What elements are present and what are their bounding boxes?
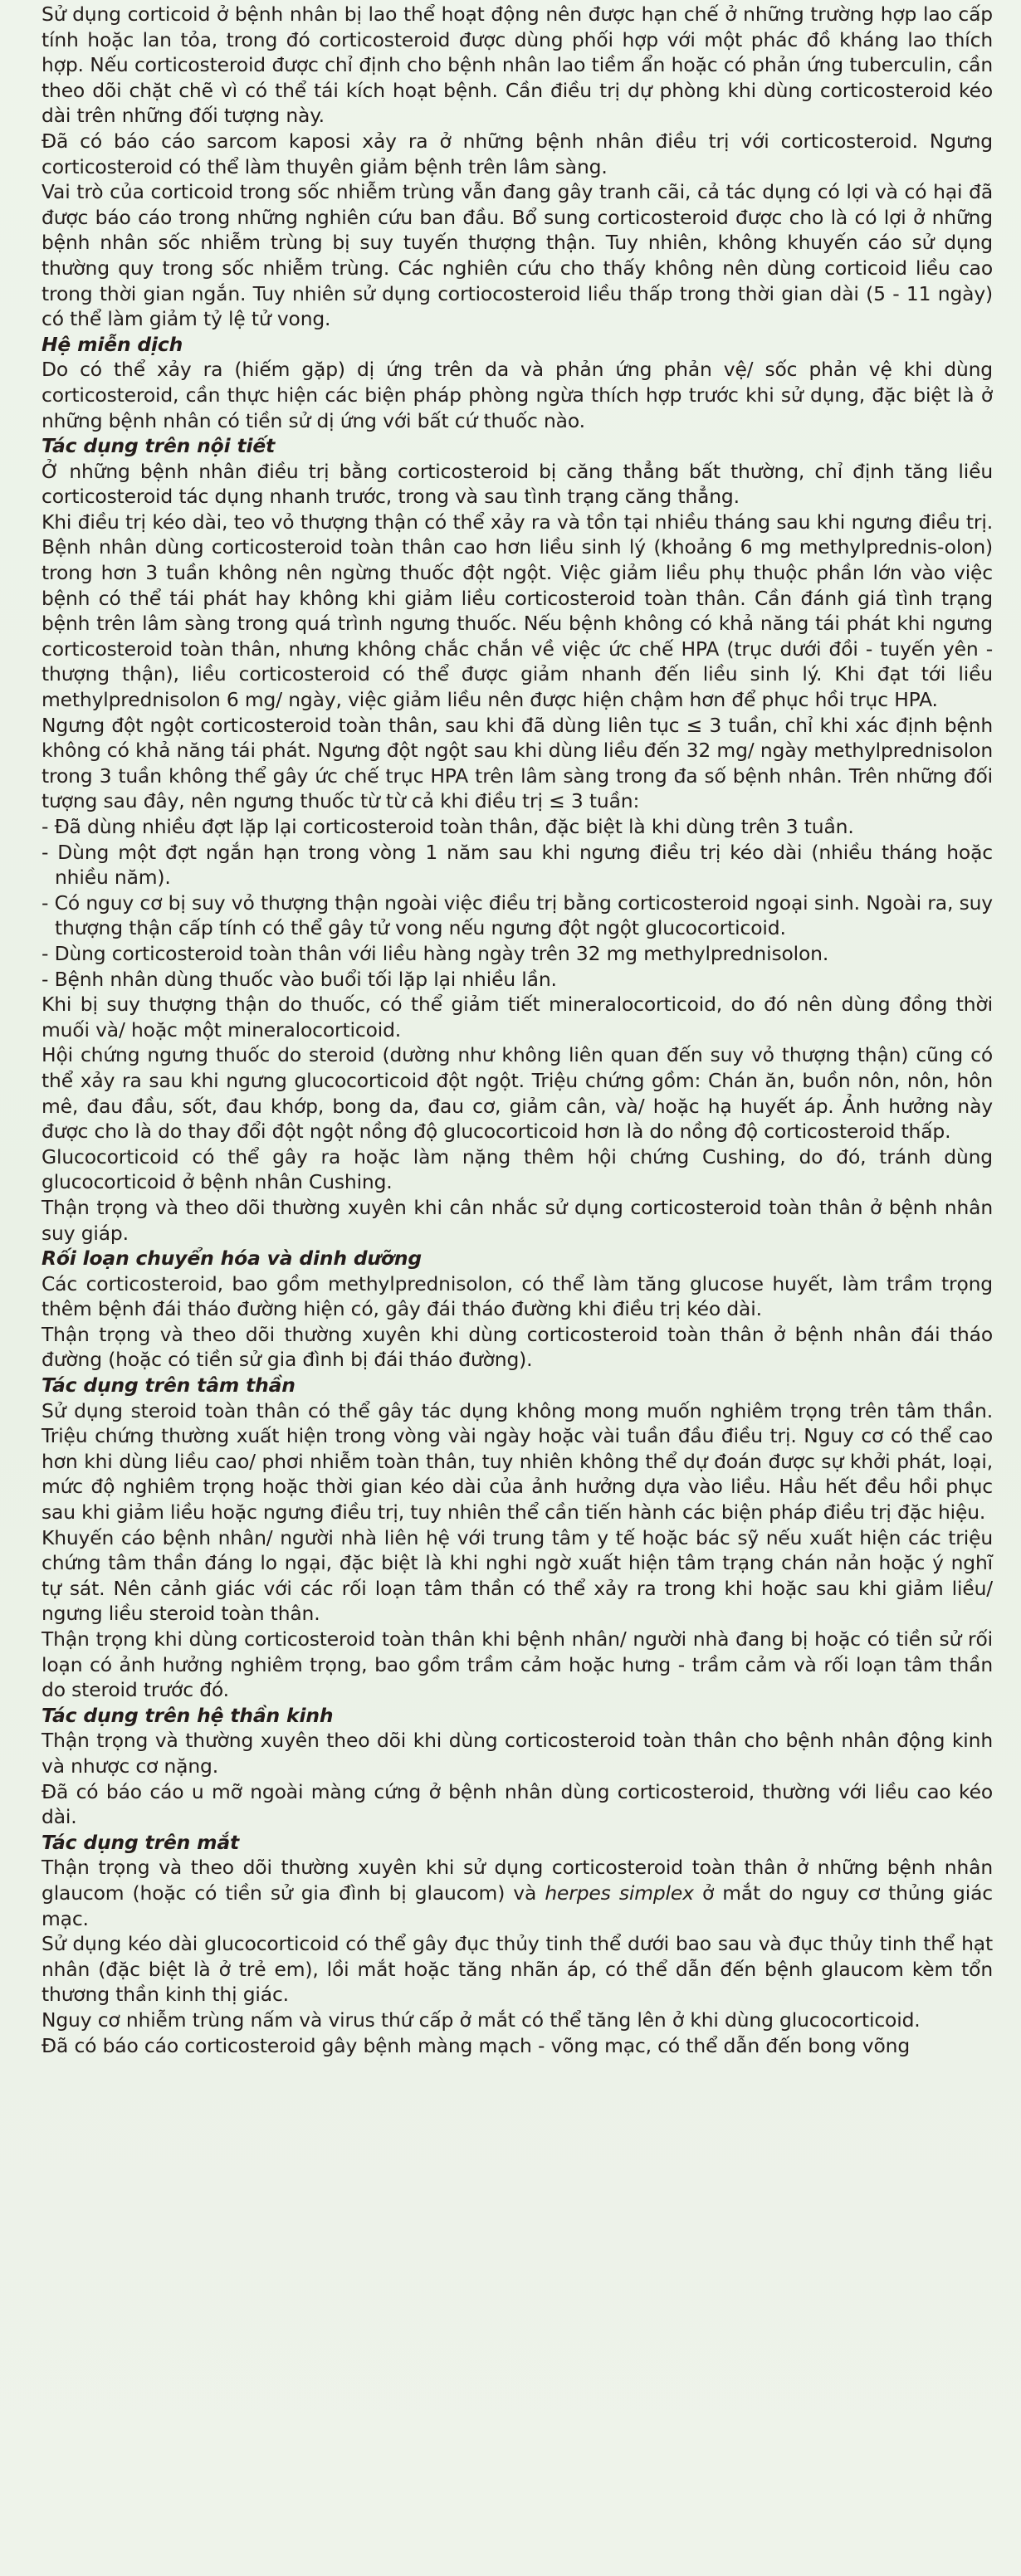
paragraph-allergy: Do có thể xảy ra (hiếm gặp) dị ứng trên da và phản ứng phản vệ/ sốc phản vệ khi dùng corticosteroid, cần thực hiện các biện pháp phòng ngừa thích hợp trước khi sử dụng, đặc biệt là ở những bệnh nhân có tiền sử dị ứng với bất cứ thuốc nào. bbox=[42, 358, 993, 432]
paragraph-psychiatric-caution: Thận trọng khi dùng corticosteroid toàn thân khi bệnh nhân/ người nhà đang bị hoặc có tiền sử rối loạn có ảnh hưởng nghiêm trọng, bao gồm trầm cảm hoặc hưng - trầm cảm và rối loạn tâm thần do steroid trước đó. bbox=[42, 1627, 993, 1702]
list-item: - Bệnh nhân dùng thuốc vào buổi tối lặp lại nhiều lần. bbox=[42, 967, 557, 991]
paragraph-diabetes: Thận trọng và theo dõi thường xuyên khi dùng corticosteroid toàn thân ở bệnh nhân đái tháo đường (hoặc có tiền sử gia đình bị đái tháo đường). bbox=[42, 1322, 993, 1372]
paragraph-psychiatric-effects: Sử dụng steroid toàn thân có thể gây tác dụng không mong muốn nghiêm trọng trên tâm thần. Triệu chứng thường xuất hiện trong vòng vài ngày hoặc vài tuần đầu điều trị. Nguy cơ có thể cao hơn khi dùng liều cao/ phơi nhiễm toàn thân, tuy nhiên không thể dự đoán được sự khởi phát, loại, mức độ nghiêm trọng hoặc thời gian kéo dài của ảnh hưởng dựa vào liều. Hầu hết đều hồi phục sau khi giảm liều hoặc ngưng điều trị, tuy nhiên thể cần tiến hành các biện pháp điều trị đặc hiệu. bbox=[42, 1398, 993, 1525]
herpes-simplex-term: herpes simplex bbox=[545, 1881, 694, 1905]
paragraph-cataract: Sử dụng kéo dài glucocorticoid có thể gây đục thủy tinh thể dưới bao sau và đục thủy tinh thể hạt nhân (đặc biệt là ở trẻ em), lồi mắt hoặc tăng nhãn áp, có thể dẫn đến bệnh glaucom kèm tổn thương thần kinh thị giác. bbox=[42, 1932, 993, 2007]
paragraph-tuberculosis: Sử dụng corticoid ở bệnh nhân bị lao thể hoạt động nên được hạn chế ở những trường hợp lao cấp tính hoặc lan tỏa, trong đó corticosteroid được dùng phối hợp với một phác đồ kháng lao thích hợp. Nếu corticosteroid được chỉ định cho bệnh nhân lao tiềm ẩn hoặc có phản ứng tuberculin, cần theo dõi chặt chẽ vì có thể tái kích hoạt bệnh. Cần điều trị dự phòng khi dùng corticosteroid kéo dài trên những đối tượng này. bbox=[42, 2, 993, 128]
paragraph-hypothyroidism: Thận trọng và theo dõi thường xuyên khi cân nhắc sử dụng corticosteroid toàn thân ở bệnh nhân suy giáp. bbox=[42, 1195, 993, 1245]
paragraph-eye-infection: Nguy cơ nhiễm trùng nấm và virus thứ cấp ở mắt có thể tăng lên ở khi dùng glucocorticoid. bbox=[42, 2008, 921, 2032]
paragraph-glaucoma: Thận trọng và theo dõi thường xuyên khi sử dụng corticosteroid toàn thân ở những bệnh nhân glaucom (hoặc có tiền sử gia đình bị glaucom) và herpes simplex ở mắt do nguy cơ thủng giác mạc. bbox=[42, 1856, 993, 1930]
paragraph-epilepsy: Thận trọng và thường xuyên theo dõi khi dùng corticosteroid toàn thân cho bệnh nhân động kinh và nhược cơ nặng. bbox=[42, 1729, 993, 1778]
paragraph-adrenal-atrophy: Khi điều trị kéo dài, teo vỏ thượng thận có thể xảy ra và tồn tại nhiều tháng sau khi ngưng điều trị. Bệnh nhân dùng corticosteroid toàn thân cao hơn liều sinh lý (khoảng 6 mg methylprednis-olon) trong hơn 3 tuần không nên ngừng thuốc đột ngột. Việc giảm liều phụ thuộc phần lớn vào việc bệnh có thể tái phát hay không khi giảm liều corticosteroid toàn thân. Cần đánh giá tình trạng bệnh trên lâm sàng trong quá trình ngưng thuốc. Nếu bệnh không có khả năng tái phát khi ngưng corticosteroid toàn thân, nhưng không chắc chắn về việc ức chế HPA (trục dưới đồi - tuyến yên - thượng thận), liều corticosteroid có thể được giảm nhanh đến liều sinh lý. Khi đạt tới liều methylprednisolon 6 mg/ ngày, việc giảm liều nên được hiện chậm hơn để phục hồi trục HPA. bbox=[42, 510, 993, 712]
paragraph-cushing: Glucocorticoid có thể gây ra hoặc làm nặng thêm hội chứng Cushing, do đó, tránh dùng glucocorticoid ở bệnh nhân Cushing. bbox=[42, 1144, 993, 1194]
paragraph-abrupt-withdrawal: Ngưng đột ngột corticosteroid toàn thân, sau khi đã dùng liên tục ≤ 3 tuần, chỉ khi xác định bệnh không có khả năng tái phát. Ngưng đột ngột sau khi dùng liều đến 32 mg/ ngày methylprednisolon trong 3 tuần không thể gây ức chế trục HPA trên lâm sàng trong đa số bệnh nhân. Trên những đối tượng sau đây, nên ngưng thuốc từ từ cả khi điều trị ≤ 3 tuần: bbox=[42, 713, 993, 813]
list-item: - Dùng một đợt ngắn hạn trong vòng 1 năm sau khi ngưng điều trị kéo dài (nhiều tháng hoặc nhiều năm). bbox=[42, 840, 993, 890]
paragraph-kaposi-sarcoma: Đã có báo cáo sarcom kaposi xảy ra ở những bệnh nhân điều trị với corticosteroid. Ngưng corticosteroid có thể làm thuyên giảm bệnh trên lâm sàng. bbox=[42, 129, 993, 178]
paragraph-psychiatric-advice: Khuyến cáo bệnh nhân/ người nhà liên hệ với trung tâm y tế hoặc bác sỹ nếu xuất hiện các triệu chứng tâm thần đáng lo ngại, đặc biệt là khi nghi ngờ xuất hiện tâm trạng chán nản hoặc ý nghĩ tự sát. Nên cảnh giác với các rối loạn tâm thần có thể xảy ra trong khi hoặc sau khi giảm liều/ ngưng liều steroid toàn thân. bbox=[42, 1525, 993, 1626]
paragraph-mineralocorticoid: Khi bị suy thượng thận do thuốc, có thể giảm tiết mineralocorticoid, do đó nên dùng đồng thời muối và/ hoặc một mineralocorticoid. bbox=[42, 993, 993, 1042]
paragraph-glucose: Các corticosteroid, bao gồm methylprednisolon, có thể làm tăng glucose huyết, làm trầm trọng thêm bệnh đái tháo đường hiện có, gây đái tháo đường khi điều trị kéo dài. bbox=[42, 1271, 993, 1321]
heading-immune-system: Hệ miễn dịch bbox=[42, 332, 183, 356]
paragraph-septic-shock: Vai trò của corticoid trong sốc nhiễm trùng vẫn đang gây tranh cãi, cả tác dụng có lợi và có hại đã được báo cáo trong những nghiên cứu ban đầu. Bổ sung corticosteroid được cho là có lợi ở những bệnh nhân sốc nhiễm trùng bị suy tuyến thượng thận. Tuy nhiên, không khuyến cáo sử dụng thường quy trong sốc nhiễm trùng. Các nghiên cứu cho thấy không nên dùng corticoid liều cao trong thời gian ngắn. Tuy nhiên sử dụng cortiocosteroid liều thấp trong thời gian dài (5 - 11 ngày) có thể làm giảm tỷ lệ tử vong. bbox=[42, 180, 993, 331]
heading-nervous-system: Tác dụng trên hệ thần kinh bbox=[42, 1703, 334, 1727]
paragraph-stress-dosing: Ở những bệnh nhân điều trị bằng corticosteroid bị căng thẳng bất thường, chỉ định tăng liều corticosteroid tác dụng nhanh trước, trong và sau tình trạng căng thẳng. bbox=[42, 459, 993, 509]
list-item: - Đã dùng nhiều đợt lặp lại corticosteroid toàn thân, đặc biệt là khi dùng trên 3 tuần. bbox=[42, 815, 854, 838]
heading-endocrine: Tác dụng trên nội tiết bbox=[42, 434, 276, 458]
paragraph-epidural-lipomatosis: Đã có báo cáo u mỡ ngoài màng cứng ở bệnh nhân dùng corticosteroid, thường với liều cao kéo dài. bbox=[42, 1779, 993, 1829]
paragraph-withdrawal-syndrome: Hội chứng ngưng thuốc do steroid (dường như không liên quan đến suy vỏ thượng thận) cũng có thể xảy ra sau khi ngưng glucocorticoid đột ngột. Triệu chứng gồm: Chán ăn, buồn nôn, nôn, hôn mê, đau đầu, sốt, đau khớp, bong da, đau cơ, giảm cân, và/ hoặc hạ huyết áp. Ảnh hưởng này được cho là do thay đổi đột ngột nồng độ glucocorticoid hơn là do nồng độ corticosteroid thấp. bbox=[42, 1043, 993, 1144]
heading-psychiatric: Tác dụng trên tâm thần bbox=[42, 1373, 296, 1398]
list-item: - Dùng corticosteroid toàn thân với liều hàng ngày trên 32 mg methylprednisolon. bbox=[42, 941, 829, 965]
heading-eye: Tác dụng trên mắt bbox=[42, 1830, 240, 1854]
heading-metabolism: Rối loạn chuyển hóa và dinh dưỡng bbox=[42, 1247, 422, 1271]
list-item: - Có nguy cơ bị suy vỏ thượng thận ngoài việc điều trị bằng corticosteroid ngoại sinh. Ngoài ra, suy thượng thận cấp tính có thể gây tử vong nếu ngưng đột ngột glucocorticoid. bbox=[42, 890, 993, 940]
paragraph-chorioretinopathy: Đã có báo cáo corticosteroid gây bệnh màng mạch - võng mạc, có thể dẫn đến bong võng bbox=[42, 2033, 911, 2057]
